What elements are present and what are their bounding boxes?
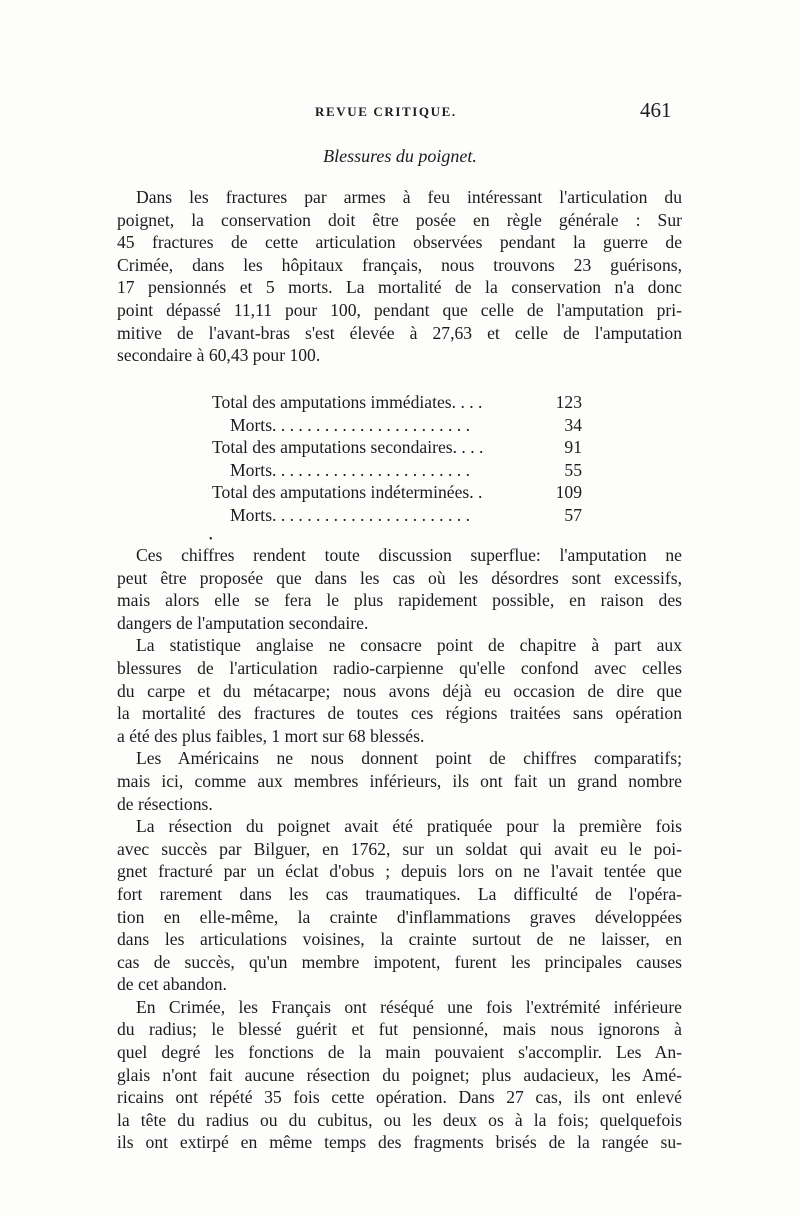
text-line: gnet fracturé par un éclat d'obus ; depuis lors on ne l'avait tentée que xyxy=(117,861,682,882)
stray-mark: • xyxy=(209,534,213,545)
text-line: La statistique anglaise ne consacre point de chapitre à part aux xyxy=(136,635,682,656)
running-head xyxy=(0,98,800,128)
text-line: de résections. xyxy=(117,793,213,814)
text-line: dangers de l'amputation secondaire. xyxy=(117,612,369,633)
totals-row xyxy=(212,459,582,482)
totals-row xyxy=(212,481,582,504)
totals-value: 123 xyxy=(555,392,582,412)
text-line: peut être proposée que dans les cas où les désordres sont excessifs, xyxy=(117,567,682,588)
totals-label: Morts. . . . . . . . . . . . . . . . . . . . . . . xyxy=(230,459,470,480)
totals-value: 109 xyxy=(555,482,582,503)
text-line: la tête du radius ou du cubitus, ou les deux os à la fois; quelquefois xyxy=(117,1109,682,1130)
running-title: REVUE CRITIQUE. xyxy=(315,104,457,119)
text-line: mais ici, comme aux membres inférieurs, ils ont fait un grand nombre xyxy=(117,770,682,791)
totals-value: 57 xyxy=(564,504,582,525)
totals-value: 91 xyxy=(564,437,582,458)
totals-row xyxy=(212,436,582,459)
text-line: quel degré les fonctions de la main pouvaient s'accomplir. Les An- xyxy=(117,1042,682,1063)
text-line: Les Américains ne nous donnent point de chiffres comparatifs; xyxy=(136,748,682,769)
text-line: secondaire à 60,43 pour 100. xyxy=(117,345,321,366)
text-line: Crimée, dans les hôpitaux français, nous trouvons 23 guérisons, xyxy=(117,254,682,275)
text-line: blessures de l'articulation radio-carpienne qu'elle confond avec celles xyxy=(117,657,682,678)
totals-row xyxy=(212,414,582,437)
totals-label: Morts. . . . . . . . . . . . . . . . . . . . . . . xyxy=(230,504,470,525)
text-line: La résection du poignet avait été pratiquée pour la première fois xyxy=(136,816,682,837)
text-line: avec succès par Bilguer, en 1762, sur un soldat qui avait eu le poi- xyxy=(117,838,682,859)
totals-label: Total des amputations secondaires. . . . xyxy=(212,437,484,458)
text-line: tion en elle-même, la crainte d'inflammations graves développées xyxy=(117,906,682,927)
text-line: de cet abandon. xyxy=(117,974,227,995)
totals-row xyxy=(212,504,582,527)
totals-row xyxy=(212,391,582,414)
totals-label: Total des amputations indéterminées. . xyxy=(212,482,483,503)
amputation-totals-table xyxy=(212,391,582,527)
text-line: Dans les fractures par armes à feu intéressant l'articulation du xyxy=(136,187,682,207)
text-line: point dépassé 11,11 pour 100, pendant que celle de l'amputation pri- xyxy=(117,299,682,320)
totals-value: 34 xyxy=(564,414,582,435)
text-line: mais alors elle se fera le plus rapidement possible, en raison des xyxy=(117,590,682,611)
paragraph-intro xyxy=(117,186,682,367)
text-line: fort rarement dans les cas traumatiques. La difficulté de l'opéra- xyxy=(117,883,682,904)
totals-label: Total des amputations immédiates. . . . xyxy=(212,392,483,412)
text-line: 17 pensionnés et 5 morts. La mortalité de la conservation n'a donc xyxy=(117,277,682,298)
text-line: du carpe et du métacarpe; nous avons déjà eu occasion de dire que xyxy=(117,680,682,701)
text-line: cas de succès, qu'un membre impotent, furent les principales causes xyxy=(117,951,682,972)
text-line: En Crimée, les Français ont réséqué une fois l'extrémité inférieure xyxy=(136,996,682,1017)
text-line: ils ont extirpé en même temps des fragments brisés de la rangée su- xyxy=(117,1132,682,1153)
paragraph-body xyxy=(117,544,682,1154)
text-line: ricains ont répété 35 fois cette opération. Dans 27 cas, ils ont enlevé xyxy=(117,1087,682,1108)
text-line: Ces chiffres rendent toute discussion superflue: l'amputation ne xyxy=(136,545,682,565)
page-number: 461 xyxy=(640,98,672,122)
text-line: du radius; le blessé guérit et fut pensionné, mais nous ignorons à xyxy=(117,1019,682,1040)
text-line: 45 fractures de cette articulation observées pendant la guerre de xyxy=(117,232,682,253)
text-line: glais n'ont fait aucune résection du poignet; plus audacieux, les Amé- xyxy=(117,1064,682,1085)
text-line: poignet, la conservation doit être posée en règle générale : Sur xyxy=(117,209,682,230)
totals-label: Morts. . . . . . . . . . . . . . . . . . . . . . . xyxy=(230,414,470,435)
text-line: dans les articulations voisines, la crainte surtout de ne laisser, en xyxy=(117,929,682,950)
text-line: la mortalité des fractures de toutes ces régions traitées sans opération xyxy=(117,703,682,724)
text-line: a été des plus faibles, 1 mort sur 68 blessés. xyxy=(117,725,425,746)
section-title: Blessures du poignet. xyxy=(323,146,477,166)
text-line: mitive de l'avant-bras s'est élevée à 27,63 et celle de l'amputation xyxy=(117,322,682,343)
totals-value: 55 xyxy=(564,459,582,480)
